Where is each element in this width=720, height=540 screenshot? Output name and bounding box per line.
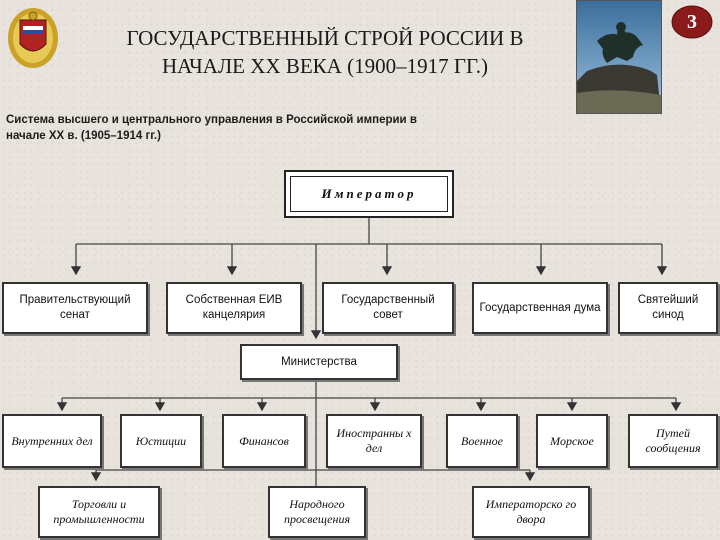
ministry-trade: Торговли и промышленности xyxy=(38,486,160,538)
ministry-navy: Морское xyxy=(536,414,608,468)
body-state-duma: Государственная дума xyxy=(472,282,608,334)
body-senate: Правительствующий сенат xyxy=(2,282,148,334)
ministry-justice: Юстиции xyxy=(120,414,202,468)
body-state-council: Государственный совет xyxy=(322,282,454,334)
ministry-foreign: Иностранны х дел xyxy=(326,414,422,468)
title-line-2: НАЧАЛЕ XX ВЕКА (1900–1917 ГГ.) xyxy=(161,54,488,78)
emperor-label: Император xyxy=(290,176,448,212)
ministry-railways: Путей сообщения xyxy=(628,414,718,468)
emperor-box xyxy=(284,170,454,218)
subtitle-line-2: начале XX в. (1905–1914 гг.) xyxy=(6,130,161,142)
ministry-education: Народного просвещения xyxy=(268,486,366,538)
ministry-imperial-court: Императорско го двора xyxy=(472,486,590,538)
ministry-finance: Финансов xyxy=(222,414,306,468)
body-chancellery: Собственная ЕИВ канцелярия xyxy=(166,282,302,334)
ministry-interior: Внутренних дел xyxy=(2,414,102,468)
ministries-box: Министерства xyxy=(240,344,398,380)
slide-number: 3 xyxy=(687,11,697,33)
ministry-war: Военное xyxy=(446,414,518,468)
title-line-1: ГОСУДАРСТВЕННЫЙ СТРОЙ РОССИИ В xyxy=(126,26,524,50)
body-holy-synod: Святейший синод xyxy=(618,282,718,334)
subtitle-line-1: Система высшего и центрального управления в Российской империи в xyxy=(6,114,417,126)
